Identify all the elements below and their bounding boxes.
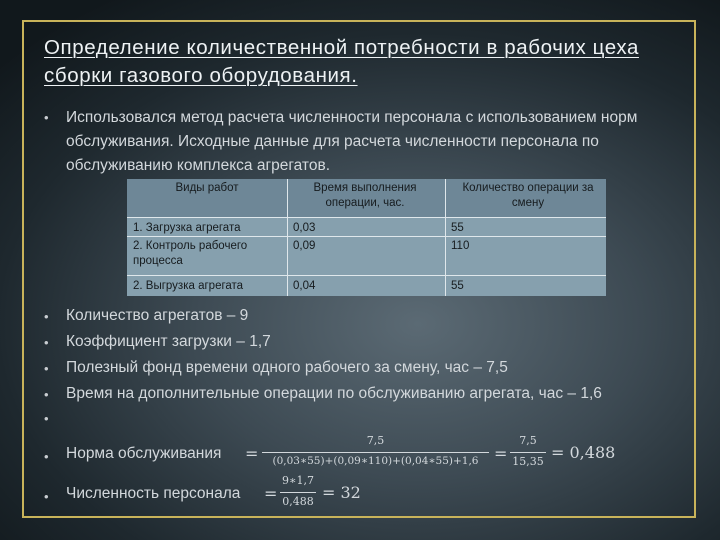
bullet-marker: • [44, 411, 49, 426]
bullet-marker: • [44, 361, 49, 376]
table-header-count: Количество операции за смену [462, 182, 594, 209]
bullet-marker: • [44, 387, 49, 402]
table-row-3-time: 0,04 [293, 280, 316, 292]
bullet-time-fund: Полезный фонд времени одного рабочего за смену, час – 7,5 [66, 359, 508, 376]
bullet-aggregates: Количество агрегатов – 9 [66, 307, 249, 324]
staff-denominator: 0,488 [282, 495, 314, 508]
staff-numerator: 9∗1,7 [282, 474, 314, 487]
norm-result: = 0,488 [551, 443, 616, 462]
bullet-marker: • [44, 309, 49, 324]
fraction-line [280, 492, 316, 493]
staff-equals: = [264, 484, 278, 503]
staff-result: = 32 [322, 483, 361, 502]
table-row-2-count: 110 [451, 240, 470, 252]
bullet-marker: • [44, 489, 49, 504]
bullet-load-factor: Коэффициент загрузки – 1,7 [66, 333, 271, 350]
table-row-3-work: 2. Выгрузка агрегата [133, 280, 244, 292]
table-header-time: Время выполнения операции, час. [313, 182, 417, 209]
norm-denominator-1: (0,03∗55)+(0,09∗110)+(0,04∗55)+1,6 [272, 455, 479, 467]
staff-label: Численность персонала [66, 485, 241, 502]
table-row-1-work: 1. Загрузка агрегата [133, 222, 241, 234]
table-row-1-time: 0,03 [293, 222, 316, 234]
data-table [127, 179, 606, 296]
table-divider [127, 217, 606, 218]
norm-label: Норма обслуживания [66, 445, 222, 462]
fraction-line [510, 452, 546, 453]
bullet-marker: • [44, 335, 49, 350]
table-divider [127, 236, 606, 237]
table-divider [127, 275, 606, 276]
norm-numerator-2: 7,5 [519, 434, 537, 447]
slide-title: Определение количественной потребности в рабочих цеха сборки газового оборудования. [44, 36, 639, 87]
table-row-2-work: 2. Контроль рабочего процесса [133, 240, 248, 267]
table-row-1-count: 55 [451, 222, 464, 234]
bullet-extra-time: Время на дополнительные операции по обслуживанию агрегата, час – 1,6 [66, 385, 602, 402]
norm-equals: = [245, 444, 259, 463]
norm-equals-2: = [494, 444, 508, 463]
norm-denominator-2: 15,35 [512, 455, 544, 468]
bullet-marker: • [44, 110, 49, 125]
norm-numerator-1: 7,5 [366, 434, 385, 447]
intro-text: Использовался метод расчета численности персонала с использованием норм обслуживания. Исходные данные для расчета численности персонала по обслуживанию комплекса агрегатов. [66, 109, 638, 174]
table-divider [287, 179, 288, 296]
table-header-work-type: Виды работ [175, 182, 239, 194]
fraction-line [262, 452, 489, 453]
bullet-marker: • [44, 449, 49, 464]
table-row-3-count: 55 [451, 280, 464, 292]
table-row-2-time: 0,09 [293, 240, 316, 252]
table-divider [445, 179, 446, 296]
